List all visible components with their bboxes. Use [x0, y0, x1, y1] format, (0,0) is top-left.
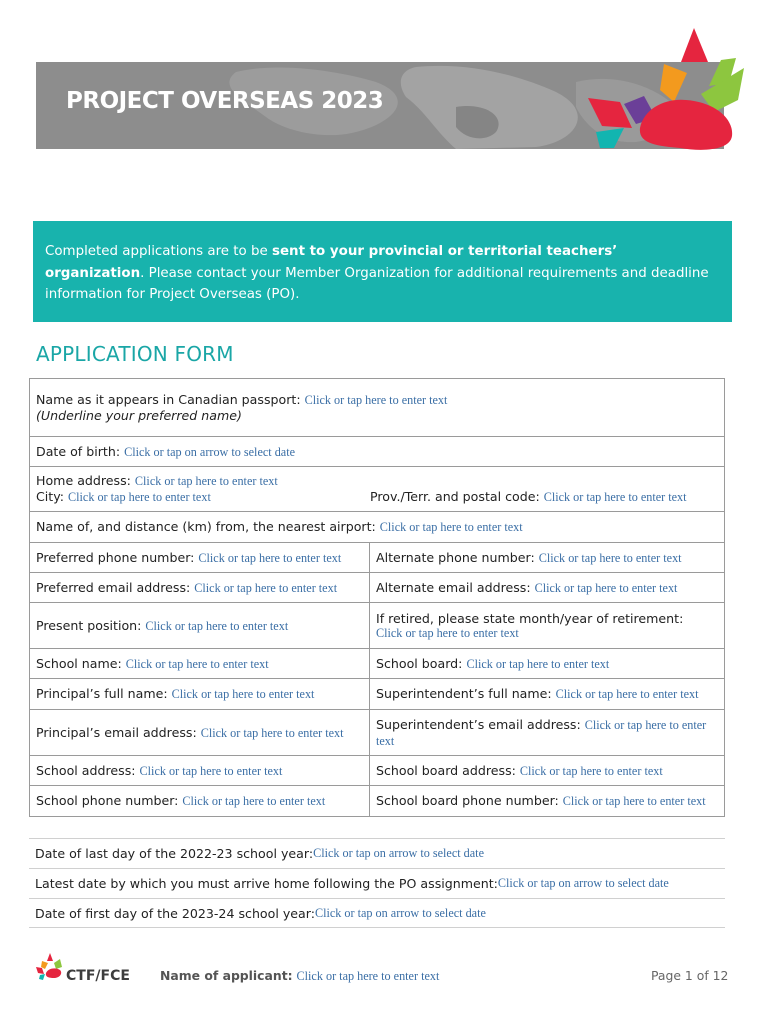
application-form-table [29, 378, 725, 817]
notice-text-end: . Please contact your Member Organization for additional requirements and deadline information for Project Overseas (PO). [45, 265, 709, 302]
board-address-input[interactable]: Click or tap here to enter text [519, 763, 663, 778]
board-phone-label: School board phone number: [376, 793, 563, 808]
school-phone-cell [30, 786, 370, 817]
airport-label: Name of, and distance (km) from, the nearest airport: [36, 519, 380, 534]
pref-phone-input[interactable]: Click or tap here to enter text [198, 550, 342, 565]
first-day-date-picker[interactable]: Click or tap on arrow to select date [314, 905, 486, 920]
arrive-home-date-picker[interactable]: Click or tap on arrow to select date [497, 876, 669, 890]
principal-email-input[interactable]: Click or tap here to enter text [200, 725, 344, 740]
super-email-input-a: Click or tap here to enter [584, 717, 707, 732]
dob-label: Date of birth: [36, 443, 125, 459]
alt-phone-label: Alternate phone number: [376, 549, 539, 565]
school-address-label: School address: [36, 762, 140, 778]
school-name-label: School name: [36, 655, 126, 671]
last-day-date-picker[interactable]: Click or tap on arrow to select date [313, 846, 484, 860]
ctf-fce-logo-text: CTF/FCE [66, 968, 130, 984]
alt-email-label: Alternate email address: [376, 579, 535, 595]
super-name-label: Superintendent’s full name: [376, 686, 556, 701]
school-year-dates [29, 838, 725, 928]
arrive-home-label: Latest date by which you must arrive home following the PO assignment: [35, 876, 498, 891]
notice-bold-text: sent to your provincial or territorial teachers’ organization [45, 244, 618, 281]
school-address-input[interactable]: Click or tap here to enter text [139, 763, 283, 778]
board-address-cell [370, 756, 725, 786]
pref-email-cell [30, 573, 370, 603]
retired-input[interactable]: Click or tap here to enter text [376, 625, 519, 640]
position-input[interactable]: Click or tap here to enter text [145, 618, 289, 633]
underline-note: (Underline your preferred name) [36, 408, 242, 423]
pref-phone-label: Preferred phone number: [36, 549, 199, 565]
city-label: City: [36, 489, 69, 504]
principal-name-input[interactable]: Click or tap here to enter text [171, 687, 315, 701]
dob-date-picker[interactable]: Click or tap on arrow to select date [124, 444, 295, 459]
home-address-input[interactable]: Click or tap here to enter text [134, 474, 278, 488]
airport-input[interactable]: Click or tap here to enter text [379, 520, 523, 534]
pref-email-input[interactable]: Click or tap here to enter text [194, 580, 338, 595]
applicant-label: Name of applicant: [160, 968, 293, 983]
applicant-name-input[interactable]: Click or tap here to enter text [296, 969, 440, 983]
page-title: PROJECT OVERSEAS 2023 [66, 88, 384, 114]
position-label: Present position: [36, 617, 146, 633]
super-email-input-b: text [376, 733, 395, 748]
principal-name-label: Principal’s full name: [36, 686, 172, 701]
super-email-label: Superintendent’s email address: [376, 716, 585, 732]
super-email-cell [370, 710, 725, 756]
passport-name-cell [30, 379, 725, 437]
prov-postal-input[interactable]: Click or tap here to enter text [543, 490, 687, 504]
school-board-input[interactable]: Click or tap here to enter text [466, 656, 610, 671]
retired-label: If retired, please state month/year of retirement: [376, 610, 684, 626]
board-address-label: School board address: [376, 762, 520, 778]
principal-email-cell [30, 710, 370, 756]
pref-email-label: Preferred email address: [36, 579, 195, 595]
notice-text: Completed applications are to be [45, 244, 272, 259]
page-number: Page 1 of 12 [651, 968, 729, 983]
passport-name-label: Name as it appears in Canadian passport: [36, 392, 305, 407]
principal-name-cell [30, 679, 370, 710]
alt-phone-cell [370, 543, 725, 573]
school-board-label: School board: [376, 655, 467, 671]
prov-postal-label: Prov./Terr. and postal code: [370, 489, 544, 504]
ctf-fce-footer-logo [36, 953, 136, 987]
pref-phone-cell [30, 543, 370, 573]
passport-name-input[interactable]: Click or tap here to enter text [304, 393, 448, 407]
form-title: APPLICATION FORM [36, 342, 234, 366]
school-board-cell [370, 649, 725, 679]
footer-applicant [160, 968, 439, 984]
board-phone-cell [370, 786, 725, 817]
school-name-cell [30, 649, 370, 679]
dob-cell [30, 437, 725, 467]
last-day-label: Date of last day of the 2022-23 school year: [35, 846, 314, 861]
home-address-label: Home address: [36, 473, 135, 488]
position-cell [30, 603, 370, 649]
arrive-home-row [29, 868, 725, 898]
alt-email-input[interactable]: Click or tap here to enter text [534, 580, 678, 595]
retired-cell [370, 603, 725, 649]
super-name-input[interactable]: Click or tap here to enter text [555, 687, 699, 701]
alt-email-cell [370, 573, 725, 603]
city-input[interactable]: Click or tap here to enter text [68, 490, 211, 504]
board-phone-input[interactable]: Click or tap here to enter text [562, 794, 706, 808]
school-name-input[interactable]: Click or tap here to enter text [125, 656, 269, 671]
first-day-label: Date of first day of the 2023-24 school year: [35, 905, 315, 921]
home-address-cell [30, 467, 725, 512]
principal-email-label: Principal’s email address: [36, 724, 201, 740]
school-address-cell [30, 756, 370, 786]
airport-cell [30, 512, 725, 543]
instructions-notice [33, 221, 732, 322]
school-phone-label: School phone number: [36, 793, 183, 808]
school-phone-input[interactable]: Click or tap here to enter text [182, 794, 326, 808]
super-name-cell [370, 679, 725, 710]
alt-phone-input[interactable]: Click or tap here to enter text [538, 550, 682, 565]
ctf-maple-leaf-logo [584, 28, 754, 158]
last-day-row [29, 838, 725, 868]
first-day-row [29, 898, 725, 928]
